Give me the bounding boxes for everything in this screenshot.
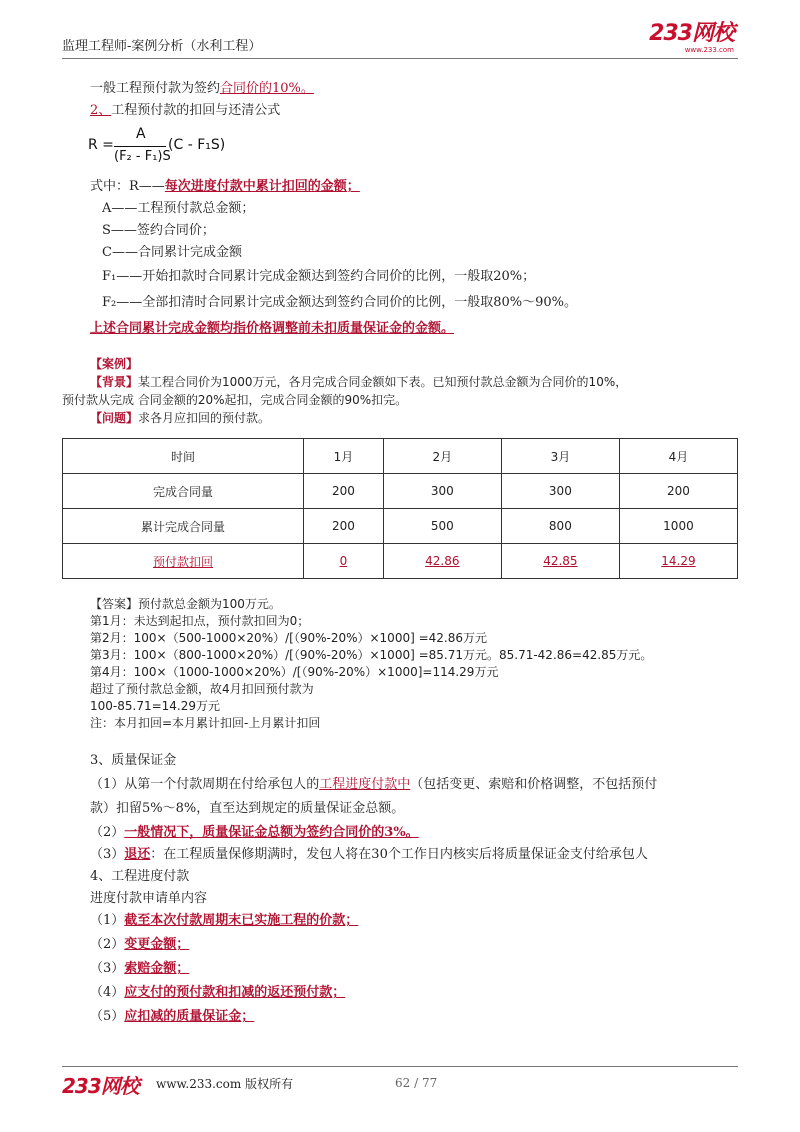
text: （包括变更、索赔和价格调整，不包括预付	[410, 777, 658, 792]
text: 应支付的预付款和扣减的返还预付款；	[124, 985, 346, 1000]
table-cell: 0	[304, 544, 384, 579]
monthly-payment-table	[62, 438, 738, 579]
case-question	[90, 409, 270, 427]
section-3-item-3	[90, 846, 648, 864]
header-divider	[62, 58, 738, 59]
table-header: 4月	[619, 439, 737, 474]
section-2-title: 工程预付款的扣回与还清公式	[111, 103, 281, 118]
answer-total	[90, 596, 281, 613]
table-cell: 200	[304, 474, 384, 509]
text: （2）	[90, 937, 125, 952]
advance-payment-ratio	[90, 80, 314, 98]
formula-rest: (C - F₁S)	[168, 137, 226, 153]
highlight-retention-ratio: 一般情况下，质量保证金总额为签约合同价的3%。	[124, 825, 419, 840]
text: 式中：R——	[90, 179, 165, 194]
answer-exceed: 超过了预付款总金额，故4月扣回预付款为	[90, 682, 314, 696]
answer-calc: 100-85.71=14.29万元	[90, 699, 220, 713]
section-3-item-1-cont: 款）扣留5%～8%，直至达到规定的质量保证金总额。	[90, 801, 405, 816]
table-header-row	[63, 439, 738, 474]
section-2-number: 2、	[90, 103, 112, 118]
row-label: 预付款扣回	[63, 544, 304, 579]
definition-c: C——合同累计完成金额	[102, 245, 242, 260]
case-tag: 【案例】	[90, 357, 139, 371]
formula-denominator: (F₂ - F₁)S	[114, 149, 171, 164]
definition-f2: F₂——全部扣清时合同累计完成金额达到签约合同价的比例，一般取80%～90%。	[102, 295, 578, 310]
highlight-refund: 退还	[124, 847, 151, 862]
list-item	[90, 984, 345, 1002]
definition-r-highlight: 每次进度付款中累计扣回的金额；	[164, 179, 360, 194]
text: 求各月应扣回的预付款。	[138, 411, 271, 425]
section-2-heading	[90, 102, 280, 120]
table-header: 时间	[63, 439, 304, 474]
background-tag: 【背景】	[90, 375, 139, 389]
definition-a: A——工程预付款总金额；	[102, 201, 255, 216]
answer-tag: 【答案】	[90, 597, 139, 611]
text: 变更金额；	[124, 937, 190, 952]
section-3-item-1	[90, 776, 657, 794]
answer-month-3: 第3月：100×（800-1000×20%）/[（90%-20%）×1000] =85.71万元。85.71-42.86=42.85万元。	[90, 648, 653, 662]
text: （2）	[90, 825, 125, 840]
definition-r	[90, 178, 360, 196]
text: 应扣减的质量保证金；	[124, 1009, 255, 1024]
table-cell: 500	[383, 509, 501, 544]
table-cell: 42.86	[383, 544, 501, 579]
list-item	[90, 960, 189, 978]
table-cell: 300	[501, 474, 619, 509]
table-cell: 14.29	[619, 544, 737, 579]
table-cell: 42.85	[501, 544, 619, 579]
list-item	[90, 936, 189, 954]
page-number: 62 / 77	[395, 1076, 438, 1090]
brand-logo-url: www.233.com	[684, 46, 734, 54]
formula-numerator: A	[136, 126, 146, 142]
text: （1）从第一个付款周期在付给承包人的	[90, 777, 320, 792]
formula-fraction-bar	[114, 146, 166, 147]
row-label: 累计完成合同量	[63, 509, 304, 544]
list-item	[90, 912, 358, 930]
text: ：在工程质量保修期满时，发包人将在30个工作日内核实后将质量保证金支付给承包人	[150, 847, 648, 862]
deduction-formula	[86, 124, 286, 174]
brand-logo	[649, 22, 734, 54]
case-background-cont: 预付款从完成 合同金额的20%起扣，完成合同金额的90%扣完。	[62, 393, 408, 407]
text: （3）	[90, 847, 125, 862]
text: 某工程合同价为1000万元，各月完成合同金额如下表。已知预付款总金额为合同价的10%，	[138, 375, 628, 389]
section-3-item-2	[90, 824, 419, 842]
text: （4）	[90, 985, 125, 1000]
table-row	[63, 474, 738, 509]
section-3-heading: 3、质量保证金	[90, 753, 177, 768]
text: （5）	[90, 1009, 125, 1024]
text: 索赔金额；	[124, 961, 190, 976]
document-header-title: 监理工程师-案例分析（水利工程）	[62, 39, 262, 54]
text: （3）	[90, 961, 125, 976]
table-cell: 300	[383, 474, 501, 509]
copyright-text: www.233.com 版权所有	[156, 1077, 294, 1091]
table-cell: 200	[304, 509, 384, 544]
text: （1）	[90, 913, 125, 928]
list-item	[90, 1008, 254, 1026]
table-header: 3月	[501, 439, 619, 474]
answer-month-4: 第4月：100×（1000-1000×20%）/[（90%-20%）×1000]=114.29万元	[90, 665, 499, 679]
table-row	[63, 544, 738, 579]
brand-logo-text: 233网校	[649, 21, 734, 46]
answer-note: 注：本月扣回=本月累计扣回-上月累计扣回	[90, 716, 321, 730]
definition-note: 上述合同累计完成金额均指价格调整前未扣质量保证金的金额。	[90, 321, 455, 336]
footer-logo: 233网校	[62, 1074, 139, 1098]
formula-lhs: R =	[88, 137, 114, 153]
definition-s: S——签约合同价；	[102, 223, 215, 238]
table-cell: 800	[501, 509, 619, 544]
answer-month-1: 第1月：未达到起扣点，预付款扣回为0；	[90, 614, 310, 628]
section-4-heading: 4、工程进度付款	[90, 869, 190, 884]
text: 截至本次付款周期末已实施工程的价款；	[124, 913, 359, 928]
table-header: 1月	[304, 439, 384, 474]
table-cell: 1000	[619, 509, 737, 544]
table-row	[63, 509, 738, 544]
answer-month-2: 第2月：100×（500-1000×20%）/[（90%-20%）×1000] =42.86万元	[90, 631, 487, 645]
table-header: 2月	[383, 439, 501, 474]
highlight-progress-payment: 工程进度付款中	[319, 777, 411, 792]
text: 预付款总金额为100万元。	[138, 597, 281, 611]
highlight-contract-ratio: 合同价的10%。	[220, 81, 314, 96]
section-4-subheading: 进度付款申请单内容	[90, 891, 208, 906]
row-label: 完成合同量	[63, 474, 304, 509]
footer-divider	[62, 1066, 738, 1067]
question-tag: 【问题】	[90, 411, 139, 425]
case-background	[90, 373, 627, 391]
table-cell: 200	[619, 474, 737, 509]
text: 一般工程预付款为签约	[90, 81, 221, 96]
definition-f1: F₁——开始扣款时合同累计完成金额达到签约合同价的比例，一般取20%；	[102, 269, 536, 284]
